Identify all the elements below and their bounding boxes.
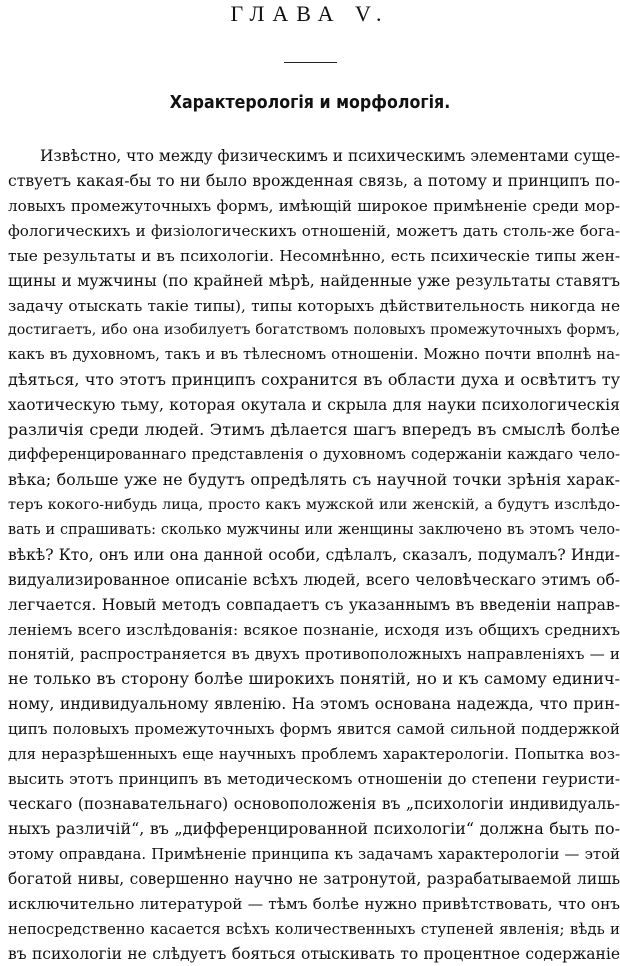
text-line: задачу отыскать такіе типы), типы которыхъ дѣйствительность никогда не [8, 294, 620, 319]
section-title: Характерологія и морфологія. [37, 92, 583, 114]
text-line: вѣкѣ? Кто, онъ или она данной особи, сдѣлалъ, сказалъ, подумалъ? Инди- [8, 543, 620, 568]
text-line: ныхъ различій“, въ „дифференцированной психологіи“ должна быть по- [8, 817, 620, 842]
text-line: исключительно литературой — тѣмъ болѣе нужно привѣтствовать, что онъ [8, 892, 620, 917]
text-line: вѣка; больше уже не будутъ опредѣлять съ научной точки зрѣнія харак- [8, 468, 620, 493]
text-line: понятій, распространяется въ двухъ противоположныхъ направленіяхъ — и [8, 642, 620, 667]
text-line: въ психологіи не слѣдуетъ бояться отыскивать то процентное содержаніе [8, 942, 620, 966]
text-line: хаотическую тьму, которая окутала и скрыла для науки психологическія [8, 393, 620, 418]
text-line: дифференцированнаго представленія о духовномъ содержаніи каждаго чело- [8, 443, 620, 468]
text-line: для неразрѣшенныхъ еще научныхъ проблемъ характерологіи. Попытка воз- [8, 742, 620, 767]
text-line: непосредственно касается всѣхъ количественныхъ ступеней явленія; вѣдь и [8, 917, 620, 942]
text-line: фологическихъ и физіологическихъ отношеній, можетъ дать столь-же бога- [8, 219, 620, 244]
text-line: богатой нивы, совершенно научно не затронутой, разрабатываемой лишь [8, 867, 620, 892]
text-line: высить этотъ принципъ въ методическомъ отношеніи до степени геуристи- [8, 767, 620, 792]
text-line: Извѣстно, что между физическимъ и психическимъ элементами суще- [8, 144, 620, 169]
text-line: видуализированное описаніе всѣхъ людей, всего человѣческаго этимъ об- [8, 568, 620, 593]
text-line: легчается. Новый методъ совпадаетъ съ указаннымъ въ введеніи направ- [8, 593, 620, 618]
text-line: щины и мужчины (по крайней мѣрѣ, найденные уже результаты ставятъ [8, 269, 620, 294]
text-line: теръ кокого-нибудь лица, просто какъ мужской или женскій, а будутъ изслѣдо- [8, 493, 620, 518]
text-line: вать и спрашивать: сколько мужчины или женщины заключено въ этомъ чело- [8, 518, 620, 543]
text-line: достигаетъ, ибо она изобилуетъ богатствомъ половыхъ промежуточныхъ формъ, [8, 318, 620, 343]
text-line: ловыхъ промежуточныхъ формъ, имѣющій широкое примѣненіе среди мор- [8, 194, 620, 219]
text-line: не только въ сторону болѣе широкихъ понятій, но и къ самому единич- [8, 667, 620, 692]
body-paragraph [8, 144, 620, 966]
text-line: этому оправдана. Примѣненіе принципа къ задачамъ характерологіи — этой [8, 842, 620, 867]
text-line: различія среди людей. Этимъ дѣлается шагъ впередъ въ смыслѣ болѣе [8, 418, 620, 443]
chapter-heading: ГЛАВА V. [0, 2, 620, 26]
text-line: леніемъ всего изслѣдованія: всякое познаніе, исходя изъ общихъ среднихъ [8, 618, 620, 643]
text-line: дѣяться, что этотъ принципъ сохранится въ области духа и освѣтитъ ту [8, 368, 620, 393]
text-line: ципъ половыхъ промежуточныхъ формъ явится самой сильной поддержкой [8, 717, 620, 742]
text-line: тые результаты и въ психологіи. Несомнѣнно, есть психическіе типы жен- [8, 244, 620, 269]
separator-rule [284, 62, 337, 63]
text-line: какъ въ духовномъ, такъ и въ тѣлесномъ отношеніи. Можно почти вполнѣ на- [8, 343, 620, 368]
text-line: ствуетъ какая-бы то ни было врожденная связь, а потому и принципъ по- [8, 169, 620, 194]
text-line: ческаго (познавательнаго) основоположенія въ „психологіи индивидуаль- [8, 792, 620, 817]
text-line: ному, индивидуальному явленію. На этомъ основана надежда, что прин- [8, 692, 620, 717]
